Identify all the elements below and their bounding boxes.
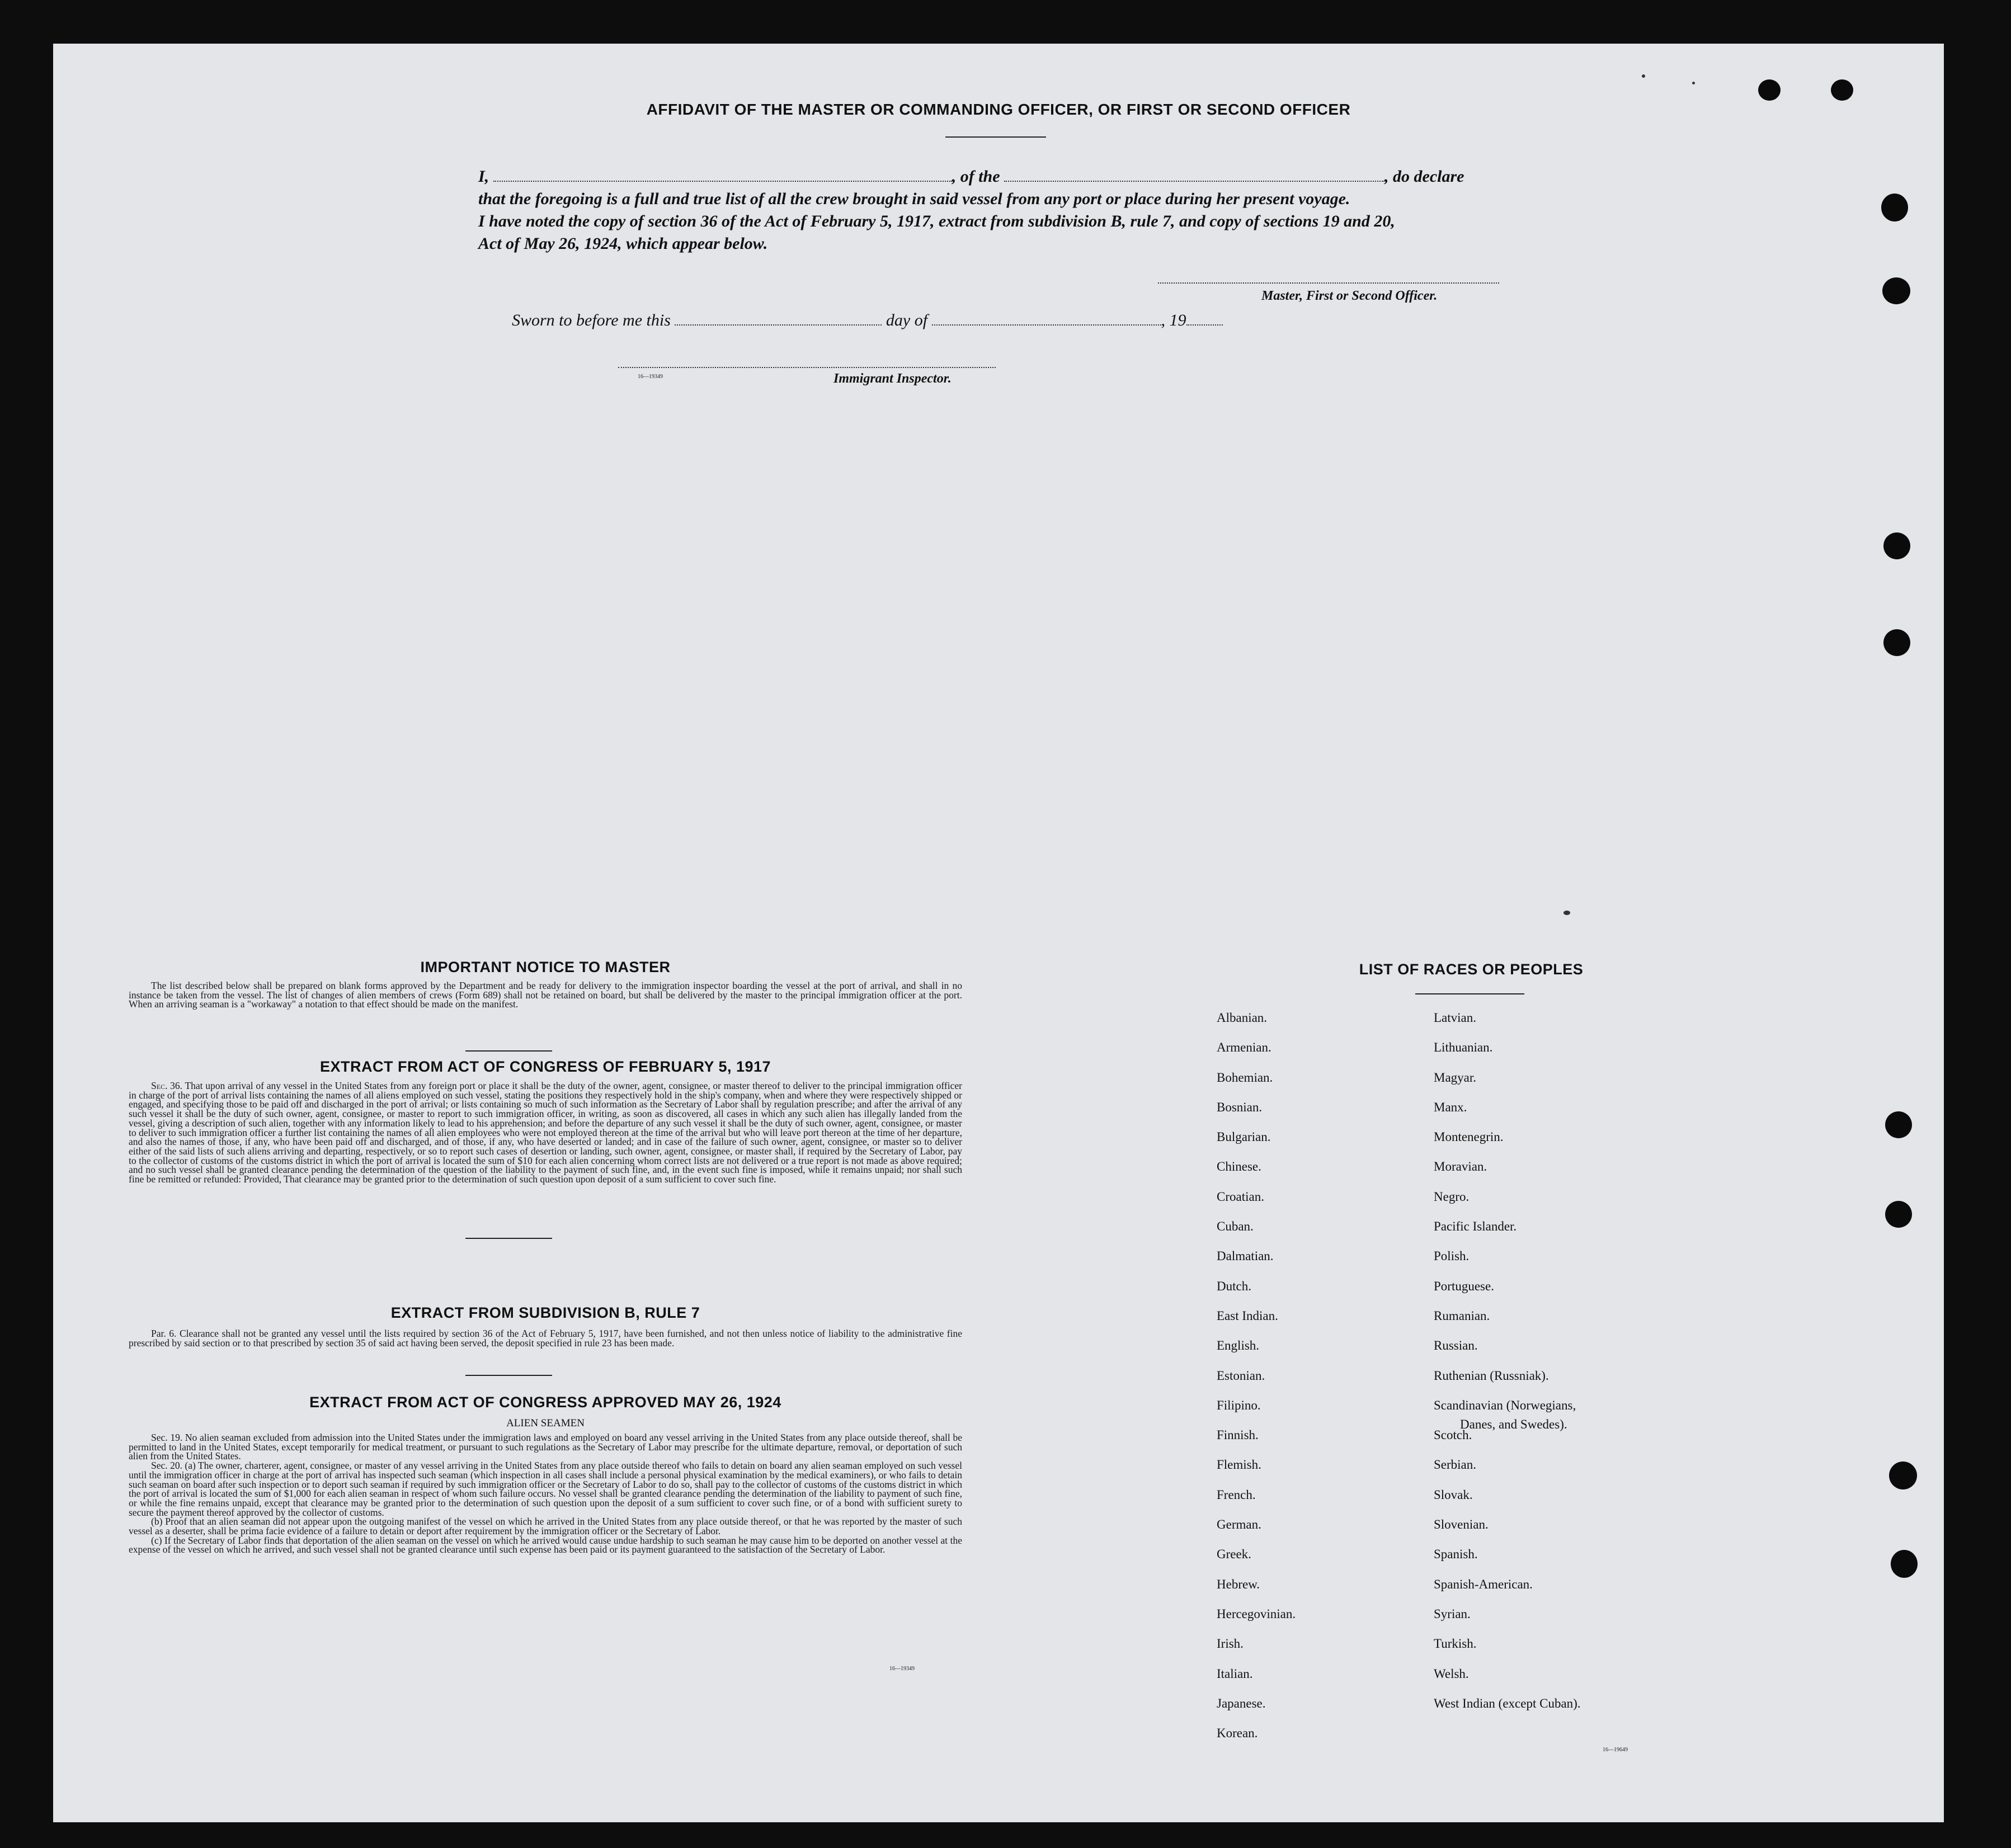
race-item: Latvian. <box>1434 1011 1476 1025</box>
punch-hole <box>1885 1111 1912 1138</box>
race-item: Armenian. <box>1217 1040 1271 1055</box>
rule7-paragraph: Par. 6. Clearance shall not be granted any vessel until the lists required by section 36 of the Act of February 5, 1917, have been furnished, and not then unless notice of liability to the administrative fine prescribed by said section or to that prescribed by section 35 of said act having been served, the deposit specified in rule 23 has been made. <box>129 1328 962 1349</box>
punch-hole <box>1891 1550 1918 1578</box>
punch-hole <box>1831 79 1853 101</box>
declaration-line-4: Act of May 26, 1924, which appear below. <box>478 234 768 253</box>
races-left-column <box>1217 1010 1296 1755</box>
extract-1917-text <box>129 1081 962 1184</box>
title-underline <box>945 136 1046 138</box>
races-title: LIST OF RACES OR PEOPLES <box>1359 961 1584 978</box>
race-item: Croatian. <box>1217 1189 1264 1204</box>
race-item: Cuban. <box>1217 1219 1254 1234</box>
master-label: Master, First or Second Officer. <box>1261 289 1438 303</box>
punch-hole <box>1882 277 1910 304</box>
race-item: Serbian. <box>1434 1458 1477 1472</box>
form-code-top: 16—19349 <box>638 374 663 380</box>
race-item: Albanian. <box>1217 1011 1268 1025</box>
vessel-blank[interactable] <box>1004 168 1384 182</box>
extract-1924-title: EXTRACT FROM ACT OF CONGRESS APPROVED MAY 26, 1924 <box>309 1394 781 1411</box>
race-item: Moravian. <box>1434 1159 1487 1174</box>
punch-hole <box>1758 79 1781 101</box>
rule7-title: EXTRACT FROM SUBDIVISION B, RULE 7 <box>390 1304 700 1321</box>
of-the-label: , of the <box>952 167 1000 186</box>
year-label: , 19 <box>1161 311 1186 329</box>
section-divider-2 <box>465 1238 552 1239</box>
declaration-line-1 <box>478 166 1586 188</box>
race-item: Pacific Islander. <box>1434 1219 1517 1234</box>
race-item: Rumanian. <box>1434 1308 1490 1323</box>
sec36-label: Sec. 36. <box>151 1080 183 1091</box>
race-item: Spanish-American. <box>1434 1577 1533 1591</box>
race-item: Ruthenian (Russniak). <box>1434 1368 1549 1383</box>
scandinavian-continuation: Danes, and Swedes). <box>1460 1417 1567 1431</box>
month-blank[interactable] <box>932 312 1161 326</box>
inspector-signature-line[interactable] <box>618 367 996 368</box>
race-item: Syrian. <box>1434 1606 1471 1621</box>
race-item: Flemish. <box>1217 1458 1261 1472</box>
race-item: Filipino. <box>1217 1398 1261 1412</box>
affidavit-declaration <box>478 166 1586 255</box>
race-item: Scotch. <box>1434 1428 1472 1442</box>
race-item: Finnish. <box>1217 1428 1259 1442</box>
punch-hole <box>1889 1462 1917 1489</box>
races-underline <box>1415 993 1524 994</box>
race-item: Lithuanian. <box>1434 1040 1493 1055</box>
sworn-line <box>512 311 1223 330</box>
race-item: Polish. <box>1434 1249 1470 1264</box>
i-label: I, <box>478 167 489 186</box>
race-item: Irish. <box>1217 1637 1244 1651</box>
master-signature-line[interactable] <box>1158 282 1499 284</box>
race-item: Scandinavian (Norwegians, <box>1434 1398 1576 1412</box>
notice-title: IMPORTANT NOTICE TO MASTER <box>420 959 671 975</box>
declaration-line-2: that the foregoing is a full and true list of all the crew brought in said vessel from any port or place during her present voyage. <box>478 190 1350 208</box>
punch-hole <box>1883 532 1910 559</box>
race-item: Bosnian. <box>1217 1100 1263 1114</box>
sec36-paragraph <box>129 1081 962 1184</box>
race-item: Slovak. <box>1434 1487 1473 1502</box>
race-item: East Indian. <box>1217 1308 1278 1323</box>
ink-speck <box>1563 911 1570 915</box>
name-blank[interactable] <box>493 168 952 182</box>
races-right-column <box>1434 1010 1581 1725</box>
ink-speck <box>1692 82 1695 84</box>
year-blank[interactable] <box>1186 312 1223 326</box>
day-blank[interactable] <box>675 312 882 326</box>
race-item: Negro. <box>1434 1189 1470 1204</box>
notice-text <box>129 981 962 1009</box>
declaration-line-3: I have noted the copy of section 36 of the Act of February 5, 1917, extract from subdivision B, rule 7, and copy of sections 19 and 20, <box>478 212 1395 230</box>
form-code-races: 16—19649 <box>1603 1747 1628 1753</box>
race-item: Bohemian. <box>1217 1070 1273 1085</box>
section-divider-3 <box>465 1375 552 1376</box>
race-item: German. <box>1217 1517 1261 1532</box>
race-item: Manx. <box>1434 1100 1467 1114</box>
race-item: Japanese. <box>1217 1696 1266 1710</box>
punch-hole <box>1881 194 1908 221</box>
sworn-label: Sworn to before me this <box>512 311 671 329</box>
race-item: Portuguese. <box>1434 1279 1494 1293</box>
rule7-text <box>129 1329 962 1347</box>
race-item: Hercegovinian. <box>1217 1606 1296 1621</box>
document-page <box>53 44 1944 1822</box>
section-divider-1 <box>465 1050 552 1052</box>
notice-paragraph: The list described below shall be prepared on blank forms approved by the Department and be ready for delivery to the immigration inspector boarding the vessel at the port of arrival, and shall in no instance be taken from the vessel. The list of changes of alien members of crews (Form 689) shall not be retained on board, but shall be delivered by the master to the principal immigration officer at the port. When an arriving seaman is a "workaway" a notation to that effect should be made on the manifest. <box>129 980 962 1010</box>
race-item: Bulgarian. <box>1217 1130 1271 1144</box>
race-item: Dutch. <box>1217 1279 1251 1293</box>
form-code-left: 16—19349 <box>889 1666 915 1672</box>
race-item: Korean. <box>1217 1726 1258 1741</box>
race-item: Slovenian. <box>1434 1517 1489 1532</box>
inspector-label: Immigrant Inspector. <box>833 371 952 386</box>
sec20c-paragraph: (c) If the Secretary of Labor finds that deportation of the alien seaman on the vessel on which he arrived would cause undue hardship to such seaman he may cause him to be deported on another vessel at the expense of the vessel on which he arrived, and such vessel shall not be granted clearance until such expense has been paid or its payment guaranteed to the satisfaction of the Secretary of Labor. <box>129 1534 962 1555</box>
alien-seamen-subtitle: ALIEN SEAMEN <box>506 1417 585 1429</box>
punch-hole <box>1883 629 1910 656</box>
sec20b-paragraph: (b) Proof that an alien seaman did not appear upon the outgoing manifest of the vessel on which he arrived in the United States from any place outside thereof, or that he was reported by the master of such vessel as a deserter, shall be prima facie evidence of a failure to detain or deport after requirement by the immigration officer or the Secretary of Labor. <box>129 1516 962 1537</box>
race-item: Italian. <box>1217 1666 1253 1681</box>
extract-1917-title: EXTRACT FROM ACT OF CONGRESS OF FEBRUARY 5, 1917 <box>319 1058 771 1075</box>
race-item: Chinese. <box>1217 1159 1261 1174</box>
race-item: Estonian. <box>1217 1368 1265 1383</box>
race-item: Welsh. <box>1434 1666 1469 1681</box>
extract-1924-text <box>129 1433 962 1554</box>
race-item: Hebrew. <box>1217 1577 1260 1591</box>
affidavit-title: AFFIDAVIT OF THE MASTER OR COMMANDING OFFICER, OR FIRST OR SECOND OFFICER <box>646 101 1351 118</box>
sec20a-paragraph: Sec. 20. (a) The owner, charterer, agent, consignee, or master of any vessel arriving in the United States from any place outside thereof who fails to detain on board any alien seaman employed on such vessel until the immigration officer in charge at the port of arrival has inspected such seaman (which inspection in all cases shall include a personal physical examination by the medical examiners), or who fails to detain such seaman on board after such inspection or to deport such seaman if required by such immigration officer or the Secretary of Labor to do so, shall pay to the collector of customs of the customs district in which the port of arrival is located the sum of $1,000 for each alien seaman in respect of whom such failure occurs. No vessel shall be granted clearance pending the determination of the liability to payment of such fine, or while the fine remains unpaid, except that clearance may be granted prior to the determination of such question upon the deposit of a sum sufficient to cover such fine, or of a bond with sufficient surety to secure the payment thereof approved by the collector of customs. <box>129 1460 962 1518</box>
race-item: West Indian (except Cuban). <box>1434 1696 1581 1710</box>
race-item: Greek. <box>1217 1547 1251 1562</box>
sec19-paragraph: Sec. 19. No alien seaman excluded from admission into the United States under the immigration laws and employed on board any vessel arriving in the United States from any place outside thereof, shall be permitted to land in the United States, except temporarily for medical treatment, or pursuant to such regulations as the Secretary of Labor may prescribe for the ultimate departure, removal, or deportation of such alien from the United States. <box>129 1432 962 1462</box>
race-item: Magyar. <box>1434 1070 1477 1085</box>
sec36-body: That upon arrival of any vessel in the United States from any foreign port or place it shall be the duty of the owner, agent, consignee, or master thereof to deliver to the principal immigration officer in charge of the port of arrival lists containing the names of all aliens employed on such vessel, stating the positions they respectively hold in the ship's company, when and where they were respectively shipped or engaged, and specifying those to be paid off and discharged in the port of arrival; or lists containing so much of such information as the Secretary of Labor shall by regulation prescribe; and after the arrival of any such vessel it shall be the duty of such owner, agent, consignee, or master to report to such immigration officer, in writing, as soon as discovered, all cases in which any such alien has illegally landed from the vessel, giving a description of such alien, together with any information likely to lead to his apprehension; and before the departure of any such vessel it shall be the duty of such owner, agent, consignee, or master to deliver to such immigration officer a further list containing the names of all alien employees who were not employed thereon at the time of the arrival but who will leave port thereon at the time of her departure, and also the names of those, if any, who have been paid off and discharged, and of those, if any, who have deserted or landed; and in case of the failure of such owner, agent, consignee, or master so to deliver either of the said lists of such aliens arriving and departing, respectively, or so to report such cases of desertion or landing, such owner, agent, consignee, or master shall, if required by the Secretary of Labor, pay to the collector of customs of the customs district in which the port of arrival is located the sum of $10 for each alien concerning whom correct lists are not delivered or a true report is not made as above required; and no such vessel shall be granted clearance pending the determination of the question of the liability to the payment of such fine, and, in the event such fine is imposed, while it remains unpaid; nor shall such fine be remitted or refunded: Provided, That clearance may be granted prior to the determination of such question upon deposit of a sum sufficient to cover such fine. <box>129 1080 962 1185</box>
ink-speck <box>1642 74 1645 78</box>
race-item: English. <box>1217 1338 1260 1353</box>
punch-hole <box>1885 1201 1912 1228</box>
race-item: French. <box>1217 1487 1256 1502</box>
day-of-label: day of <box>886 311 928 329</box>
race-item: Turkish. <box>1434 1637 1477 1651</box>
race-item: Russian. <box>1434 1338 1478 1353</box>
race-item: Spanish. <box>1434 1547 1478 1562</box>
do-declare-label: , do declare <box>1384 167 1464 186</box>
race-item: Montenegrin. <box>1434 1130 1504 1144</box>
race-item: Dalmatian. <box>1217 1249 1274 1264</box>
